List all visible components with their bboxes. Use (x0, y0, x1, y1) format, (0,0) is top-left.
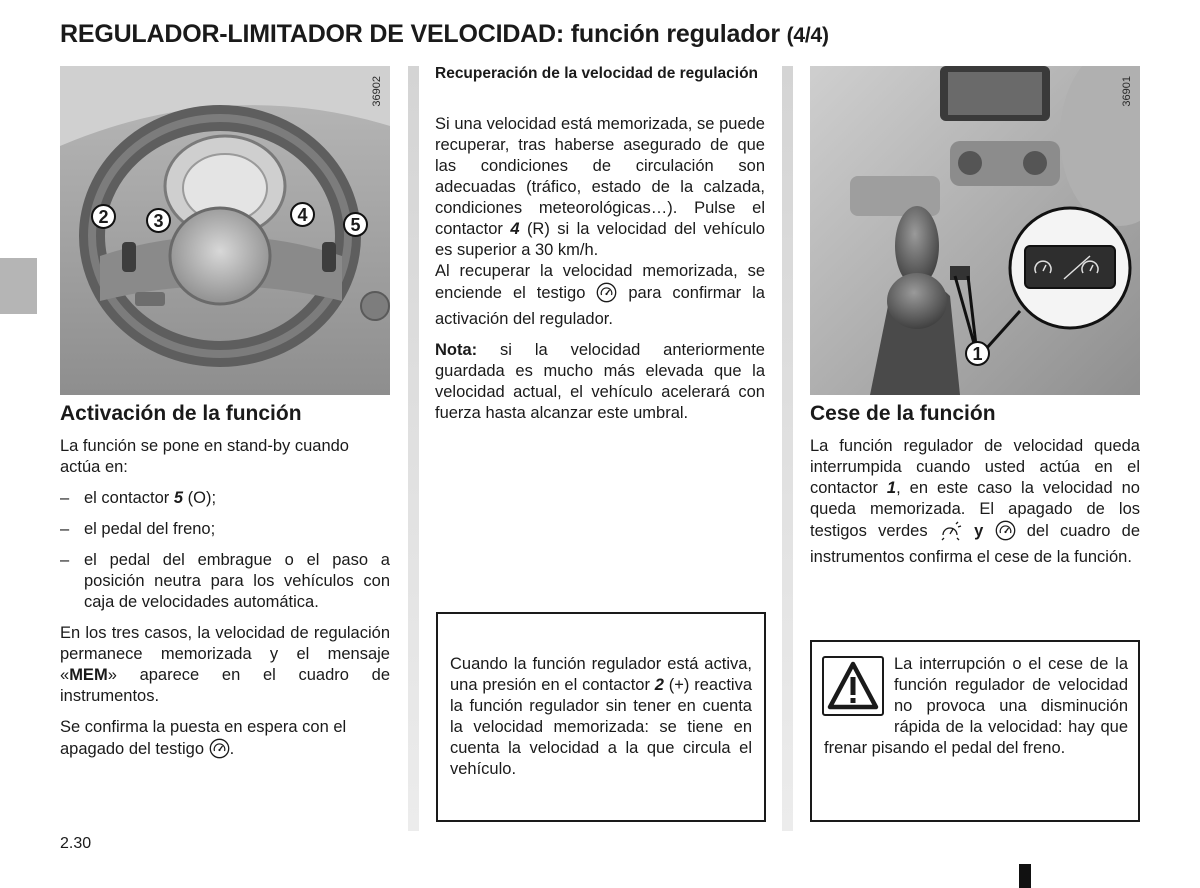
stop-para: La función regulador de velocidad queda interrumpida cuando usted actúa en el contactor 1, en este caso la velocidad no queda memorizada. El apagado de los testigos verdes y del cuadro de instrumentos confirma el cese de la función. (810, 437, 1140, 566)
page-title-suffix: (4/4) (786, 24, 829, 47)
list-item: – el pedal del embrague o el paso a posición neutra para los vehículos con caja de velocidades automática. (60, 551, 390, 611)
activation-heading: Activación de la función (60, 402, 302, 425)
stop-text (810, 436, 1140, 578)
warning-box (810, 640, 1140, 822)
page-marker (1019, 864, 1031, 888)
list-item: – el contactor 5 (O); (60, 489, 217, 507)
callout-2: 2 (91, 204, 116, 229)
cruise-switch-photo (810, 66, 1140, 395)
page-title-main: REGULADOR-LIMITADOR DE VELOCIDAD: función regulador (60, 20, 780, 48)
recovery-heading-bold: Recuperación de la velocidad de regulación (435, 64, 765, 84)
stop-heading: Cese de la función (810, 402, 996, 425)
list-item: – el pedal del freno; (60, 520, 216, 538)
section-tab (0, 258, 37, 314)
recovery-text (435, 114, 765, 434)
steering-wheel-photo (60, 66, 390, 395)
recovery-para-1: Si una velocidad está memorizada, se puede recuperar, tras haberse asegurado de que las condiciones de circulación son adecuadas (tráfico, estado de la calzada, condiciones meteorológicas…). Pulse el contactor 4 (R) si la velocidad del vehículo es superior a 30 km/h. (435, 115, 765, 259)
figure-ref: 36901 (1121, 76, 1133, 107)
recovery-note: Nota: si la velocidad anteriormente guardada es mucho más elevada que la velocidad actual, el vehículo acelerará con fuerza hasta alcanzar este umbral. (435, 341, 765, 422)
recovery-para-2: Al recuperar la velocidad memorizada, se enciende el testigo para confirmar la activación del regulador. (435, 262, 765, 328)
cruise-control-icon (939, 520, 963, 547)
column-gutter-left (408, 66, 419, 831)
speedometer-icon (209, 738, 230, 765)
page-title (60, 20, 1160, 49)
activation-intro: La función se pone en stand-by cuando actúa en: (60, 437, 349, 476)
activation-para-2: Se confirma la puesta en espera con el apagado del testigo . (60, 717, 390, 765)
callout-1: 1 (965, 341, 990, 366)
activation-text (60, 436, 390, 775)
info-box (436, 612, 766, 822)
warning-text: La interrupción o el cese de la función regulador de velocidad no provoca una disminución rápida de la velocidad: hay que frenar pisando el pedal del freno. (824, 655, 1128, 757)
callout-4: 4 (290, 202, 315, 227)
speedometer-icon (596, 282, 617, 309)
figure-ref: 36902 (371, 76, 383, 107)
info-box-text: Cuando la función regulador está activa, una presión en el contactor 2 (+) reactiva la función regulador sin tener en cuenta la velocidad memorizada: se tiene en cuenta la velocidad a la que circula el vehículo. (450, 655, 752, 778)
steering-wheel-illustration (60, 66, 390, 395)
activation-para-1: En los tres casos, la velocidad de regulación permanece memorizada y el mensaje «MEM» aparece en el cuadro de instrumentos. (60, 624, 390, 705)
page-number: 2.30 (60, 835, 92, 852)
callout-3: 3 (146, 208, 171, 233)
column-gutter-right (782, 66, 793, 831)
speedometer-icon (995, 520, 1016, 547)
callout-5: 5 (343, 212, 368, 237)
